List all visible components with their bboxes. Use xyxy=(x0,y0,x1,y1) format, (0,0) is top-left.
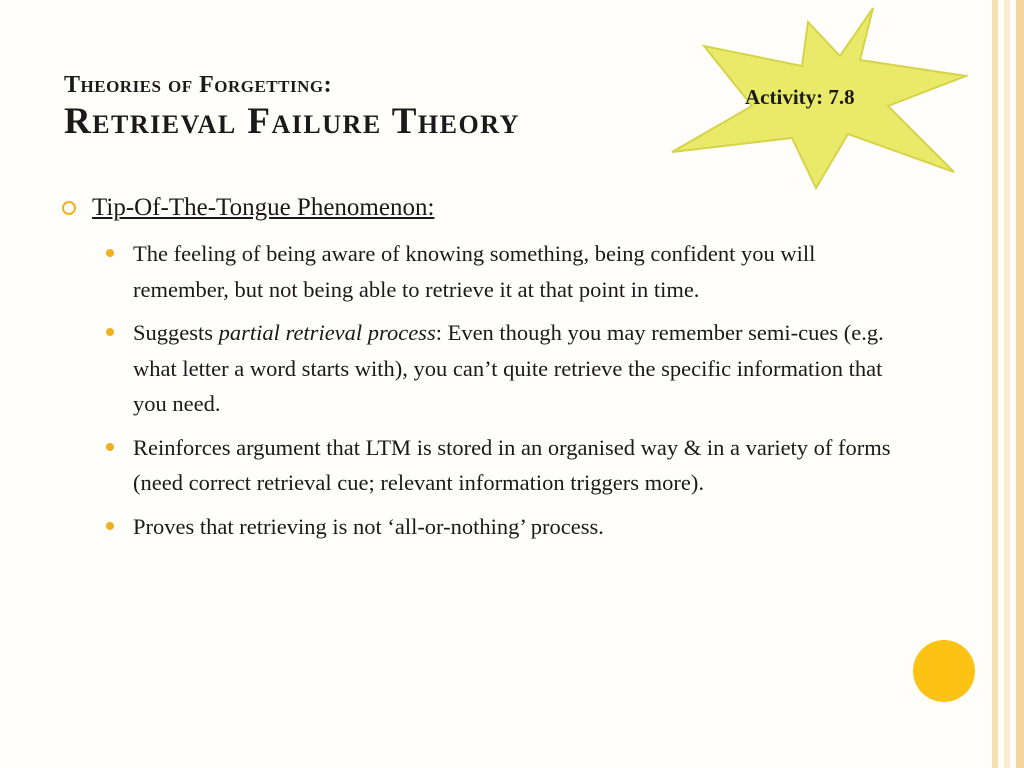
section-heading: Tip-Of-The-Tongue Phenomenon: xyxy=(92,194,435,221)
bullet-text: The feeling of being aware of knowing something, being confident you will remember, but not being able to retrieve it at that point in time. xyxy=(133,241,816,302)
dot-bullet-icon xyxy=(106,249,114,257)
slide-title xyxy=(64,70,520,144)
heading-bullet-row xyxy=(62,190,434,226)
list-item xyxy=(106,509,896,545)
bullet-emphasis: partial retrieval process xyxy=(218,320,436,345)
bullet-text: Proves that retrieving is not ‘all-or-nothing’ process. xyxy=(133,513,604,539)
bullet-text: Reinforces argument that LTM is stored in an organised way & in a variety of forms (need correct retrieval cue; relevant information triggers more). xyxy=(133,434,891,495)
edge-stripes xyxy=(986,0,1024,768)
title-line-1: Theories of Forgetting: xyxy=(64,72,333,98)
list-item xyxy=(106,430,896,501)
ring-bullet-icon xyxy=(62,201,76,215)
list-item xyxy=(106,236,896,307)
dot-bullet-icon xyxy=(106,328,114,336)
circle-decoration xyxy=(913,640,975,702)
dot-bullet-icon xyxy=(106,443,114,451)
dot-bullet-icon xyxy=(106,522,114,530)
bullet-text xyxy=(133,315,896,422)
title-line-2: Retrieval Failure Theory xyxy=(64,101,520,142)
list-item xyxy=(106,315,896,422)
activity-label: Activity: 7.8 xyxy=(745,85,855,109)
bullet-prefix: Suggests xyxy=(133,320,219,345)
bullet-suffix: : Even though you may remember semi-cues (e.g. what letter a word starts with), you can’t quite retrieve the specific information that you need. xyxy=(133,320,884,416)
bullet-list xyxy=(106,236,896,552)
